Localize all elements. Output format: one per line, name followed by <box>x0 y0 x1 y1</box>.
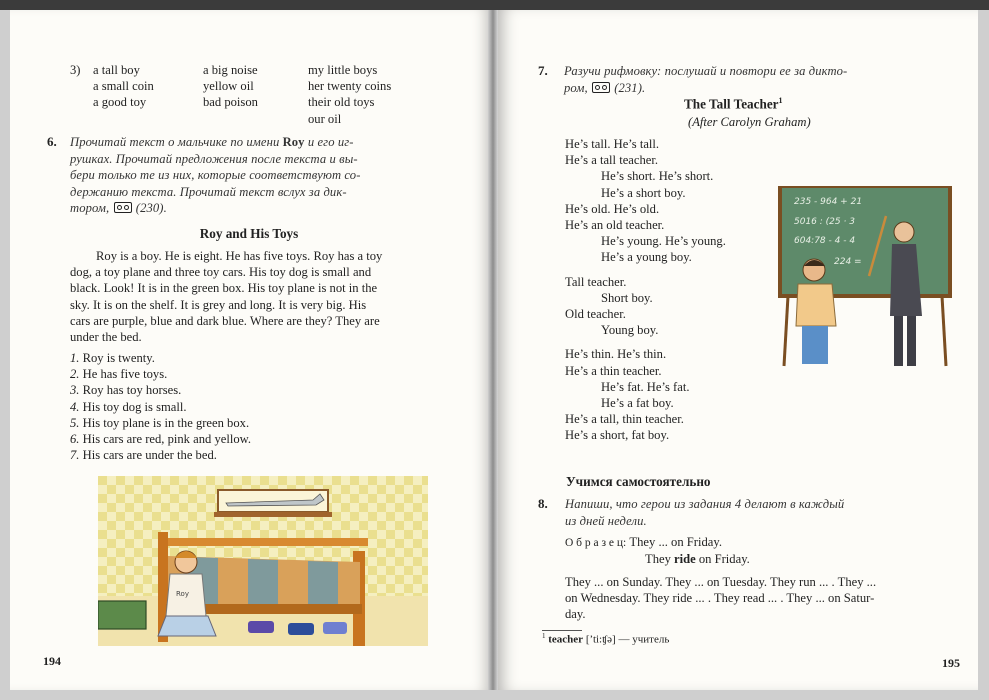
board-math: 235 - 964 + 21 <box>794 197 863 207</box>
board-math: 224 = <box>834 257 862 267</box>
poem-line: He’s short. He’s short. <box>601 169 714 184</box>
statement: His toy dog is small. <box>82 399 187 414</box>
ex7-subtitle: (After Carolyn Graham) <box>688 115 811 129</box>
ex3-col1 <box>93 62 154 111</box>
ex6-title: Roy and His Toys <box>199 226 299 241</box>
text-line: dog, a toy plane and three toy cars. His toy dog is small and <box>70 265 372 280</box>
ex8-instructions: Напиши, что герои из задания 4 делают в каждый из дней недели. <box>565 497 845 528</box>
statement: His cars are under the bed. <box>82 448 217 463</box>
ex3-phrase: their old toys <box>308 95 375 110</box>
audio-cassette-icon <box>114 202 132 213</box>
ex3-phrase: a good toy <box>93 95 147 110</box>
ex3-col2 <box>203 62 258 111</box>
ex7-instructions: Разучи рифмовку: послушай и повтори ее за дикто- ром, (231). <box>564 64 848 95</box>
ex3-phrase: my little boys <box>308 63 378 77</box>
poem-line: Tall teacher. <box>565 274 627 289</box>
statement: His toy plane is in the green box. <box>82 415 250 430</box>
ex8-sentences <box>565 574 876 623</box>
text-line: Roy is a boy. He is eight. He has five toys. Roy has a toy <box>96 249 383 263</box>
shirt-label: Roy <box>176 590 189 598</box>
text-line: sky. It is on the shelf. It is grey and long. It is very big. His <box>70 297 367 312</box>
footnote-rule <box>542 630 582 631</box>
sentence-line: day. <box>565 607 586 622</box>
poem-line: Short boy. <box>601 290 653 305</box>
poem-line: He’s a short, fat boy. <box>565 428 670 443</box>
teacher-illustration <box>774 186 954 376</box>
ex3-number: 3) <box>70 63 81 77</box>
poem-line: He’s thin. He’s thin. <box>565 347 667 362</box>
page-number-left: 194 <box>43 654 61 668</box>
poem-line: Old teacher. <box>565 307 626 322</box>
statement: Roy is twenty. <box>82 351 155 365</box>
statement: He has five toys. <box>82 367 168 382</box>
poem <box>565 136 726 444</box>
board-math: 5016 : (25 · 3 <box>794 217 855 227</box>
scan-top-edge <box>0 0 989 10</box>
footnote: $^1$ teacher [’ti:ʧə] — учитель <box>542 632 670 646</box>
ex3-phrase: yellow oil <box>203 79 254 94</box>
ex3-col3 <box>308 62 391 127</box>
ex8-number: 8. <box>538 496 548 511</box>
ex6-text <box>70 248 468 345</box>
board-math: 604:78 - 4 - 4 <box>794 236 856 246</box>
poem-line: He’s a thin teacher. <box>565 363 662 378</box>
ex3-phrase: a big noise <box>203 63 258 77</box>
ex3-phrase: a tall boy <box>93 63 140 77</box>
ex6-number: 6. <box>47 134 57 149</box>
poem-line: He’s a short boy. <box>601 185 686 200</box>
ex3-phrase: her twenty coins <box>308 79 392 94</box>
poem-line: Young boy. <box>601 323 659 338</box>
poem-line: He’s a tall teacher. <box>565 153 659 168</box>
poem-line: He’s fat. He’s fat. <box>601 379 690 394</box>
ex6-instructions: Прочитай текст о мальчике по имени Roy и его иг- рушках. Прочитай предложения после текста и вы- бери только те из них, которые соответствуют со- держанию текста. Прочитай текст вслух за дик- тором, (230). <box>70 135 361 215</box>
ex3-phrase: our oil <box>308 111 342 126</box>
poem-line: He’s a fat boy. <box>601 396 674 411</box>
ex7-number: 7. <box>538 63 548 78</box>
right-page <box>498 10 978 690</box>
poem-line: He’s an old teacher. <box>565 218 665 233</box>
sentence-line: on Wednesday. They ride ... . They read ... . They ... on Satur- <box>565 591 875 606</box>
poem-line: He’s tall. He’s tall. <box>565 137 660 151</box>
poem-line: He’s young. He’s young. <box>601 234 726 249</box>
ex8-example: О б р а з е ц: They ... on Friday. They ride on Friday. <box>565 535 750 567</box>
poem-line: He’s a young boy. <box>601 250 692 265</box>
statement: Roy has toy horses. <box>82 383 182 398</box>
statement: His cars are red, pink and yellow. <box>82 432 252 447</box>
left-page <box>10 10 488 690</box>
ex3-phrase: a small coin <box>93 79 154 94</box>
audio-cassette-icon <box>592 82 610 93</box>
poem-line: He’s a tall, thin teacher. <box>565 412 684 427</box>
text-line: under the bed. <box>70 330 142 345</box>
ex7-title: The Tall Teacher$^1$ <box>684 96 783 112</box>
section-heading: Учимся самостоятельно <box>566 474 711 489</box>
book-gutter <box>488 10 498 690</box>
ex6-statements: 1. Roy is twenty. 2. He has five toys. 3. Roy has toy horses. 4. His toy dog is small. 5. His toy plane is in the green box. 6. His cars are red, pink and yellow. 7. His cars are under the bed. <box>70 351 252 463</box>
page-number-right: 195 <box>942 656 960 670</box>
sentence-line: They ... on Sunday. They ... on Tuesday. They run ... . They ... <box>565 575 877 589</box>
poem-line: He’s old. He’s old. <box>565 201 660 216</box>
ex3-phrase: bad poison <box>203 95 258 110</box>
text-line: black. Look! It is in the green box. His toy plane is not in the <box>70 281 378 296</box>
bedroom-illustration <box>98 476 428 646</box>
text-line: cars are purple, blue and dark blue. Where are they? They are <box>70 313 380 328</box>
